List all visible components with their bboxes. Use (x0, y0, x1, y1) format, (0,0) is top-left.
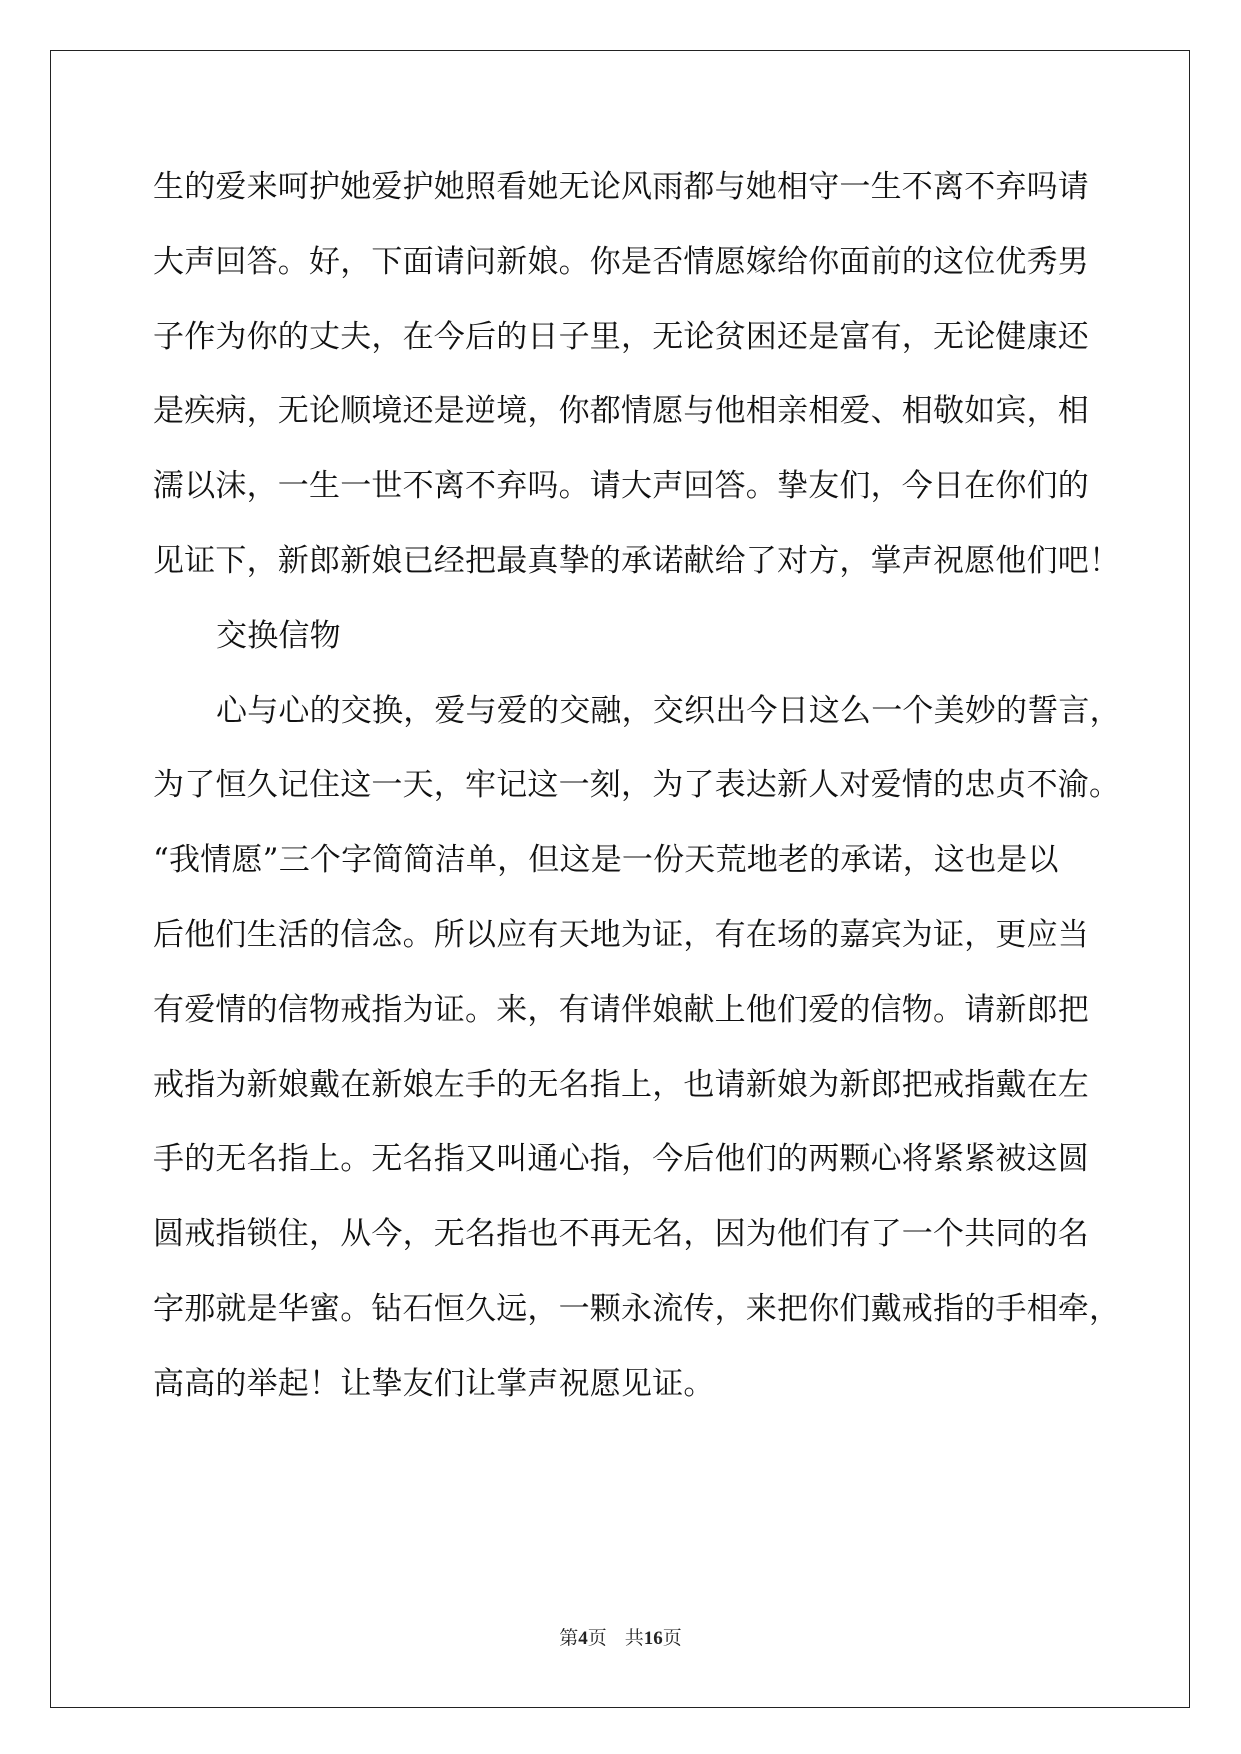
text-line: 是疾病，无论顺境还是逆境，你都情愿与他相亲相爱、相敬如宾，相 (153, 393, 1089, 430)
text-line: 见证下，新郎新娘已经把最真挚的承诺献给了对方，掌声祝愿他们吧！ (153, 542, 1121, 579)
text-line: 圆戒指锁住，从今，无名指也不再无名，因为他们有了一个共同的名 (153, 1216, 1089, 1253)
page-number: 4 (578, 1628, 588, 1649)
total-suffix: 页 (662, 1628, 682, 1649)
text-line: 濡以沫，一生一世不离不弃吗。请大声回答。挚友们，今日在你们的 (153, 468, 1089, 505)
page-prefix: 第 (559, 1628, 579, 1649)
text-line: 戒指为新娘戴在新娘左手的无名指上，也请新娘为新郎把戒指戴在左 (153, 1066, 1089, 1103)
text-line: 手的无名指上。无名指又叫通心指，今后他们的两颗心将紧紧被这圆 (153, 1141, 1089, 1178)
total-pages: 16 (643, 1628, 663, 1649)
text-line: 子作为你的丈夫，在今后的日子里，无论贫困还是富有，无论健康还 (153, 318, 1089, 355)
text-line: 心与心的交换，爱与爱的交融，交织出今日这么一个美妙的誓言， (216, 692, 1121, 729)
text-line: “我情愿”三个字简简洁单，但这是一份天荒地老的承诺，这也是以 (153, 842, 1059, 879)
text-line: 高高的举起！让挚友们让掌声祝愿见证。 (153, 1365, 715, 1402)
page-footer (0, 1623, 1241, 1650)
document-body (153, 165, 1121, 1437)
text-line: 有爱情的信物戒指为证。来，有请伴娘献上他们爱的信物。请新郎把 (153, 991, 1089, 1028)
text-line: 为了恒久记住这一天，牢记这一刻，为了表达新人对爱情的忠贞不渝。 (153, 767, 1121, 804)
text-line: 大声回答。好，下面请问新娘。你是否情愿嫁给你面前的这位优秀男 (153, 243, 1089, 280)
text-line: 后他们生活的信念。所以应有天地为证，有在场的嘉宾为证，更应当 (153, 916, 1089, 953)
section-heading: 交换信物 (216, 617, 341, 654)
page-suffix: 页 (587, 1628, 607, 1649)
text-line: 生的爱来呵护她爱护她照看她无论风雨都与她相守一生不离不弃吗请 (153, 169, 1089, 205)
total-prefix: 共 (624, 1628, 644, 1649)
text-line: 字那就是华蜜。钻石恒久远，一颗永流传，来把你们戴戒指的手相牵， (153, 1290, 1121, 1327)
